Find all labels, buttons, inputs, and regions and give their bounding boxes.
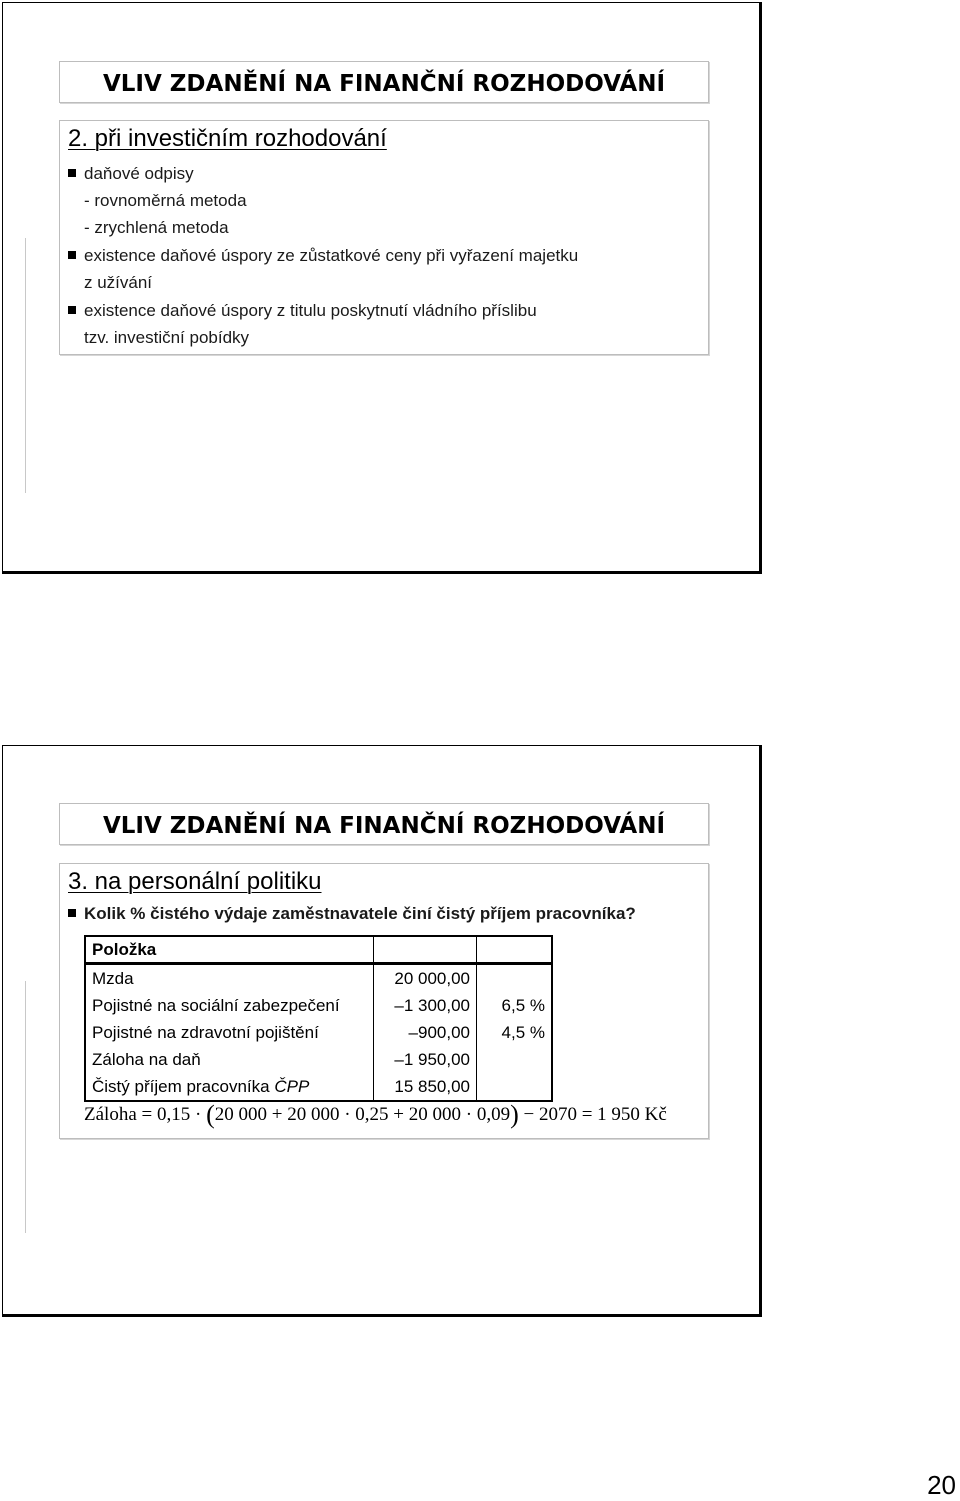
tax-formula: Záloha = 0,15 · (20 000 + 20 000 · 0,25 + 20 000 · 0,09) − 2070 = 1 950 Kč xyxy=(84,1100,667,1129)
slide-margin-line xyxy=(25,238,26,493)
section-heading: 3. na personální politiku xyxy=(68,868,322,895)
sub-item: - zrychlená metoda xyxy=(84,218,229,237)
square-bullet-icon xyxy=(68,169,76,177)
item-amount: 15 850,00 xyxy=(374,1073,477,1101)
slide-content xyxy=(59,863,709,1139)
item-rate: 6,5 % xyxy=(501,995,545,1015)
item-rate xyxy=(477,1073,553,1101)
table-row xyxy=(85,992,552,1019)
slide-1 xyxy=(2,2,762,574)
table-row xyxy=(85,964,552,993)
bullet-item: daňové odpisy xyxy=(68,164,194,184)
abbreviation: ČPP xyxy=(274,1076,310,1096)
square-bullet-icon xyxy=(68,306,76,314)
item-label: Čistý příjem pracovníka ČPP xyxy=(85,1073,374,1101)
payroll-table xyxy=(84,935,553,1102)
item-label: Záloha na daň xyxy=(85,1046,374,1073)
item-amount: –1 950,00 xyxy=(374,1046,477,1073)
table-header-cell xyxy=(477,936,553,964)
page-number: 20 xyxy=(927,1470,956,1500)
table-header-cell xyxy=(374,936,477,964)
question: Kolik % čistého výdaje zaměstnavatele činí čistý příjem pracovníka? xyxy=(68,904,636,924)
slide-title: VLIV ZDANĚNÍ NA FINANČNÍ ROZHODOVÁNÍ xyxy=(59,61,709,103)
item-label: Pojistné na sociální zabezpečení xyxy=(85,992,374,1019)
slide-title: VLIV ZDANĚNÍ NA FINANČNÍ ROZHODOVÁNÍ xyxy=(59,803,709,845)
square-bullet-icon xyxy=(68,251,76,259)
slide-content xyxy=(59,120,709,355)
item-rate xyxy=(477,1046,553,1073)
table-header-row xyxy=(85,936,552,964)
item-rate: 4,5 % xyxy=(501,1022,545,1042)
bullet-continuation: z užívání xyxy=(84,273,153,292)
table-row xyxy=(85,1046,552,1073)
item-label: Pojistné na zdravotní pojištění xyxy=(85,1019,374,1046)
item-amount: 20 000,00 xyxy=(374,964,477,993)
table-row xyxy=(85,1073,552,1101)
slide-margin-line xyxy=(25,981,26,1233)
slide-2 xyxy=(2,745,762,1317)
table-header-cell: Položka xyxy=(85,936,374,964)
item-label: Mzda xyxy=(85,964,374,993)
section-heading: 2. při investičním rozhodování xyxy=(68,125,387,152)
item-amount: –900,00 xyxy=(374,1019,477,1046)
table-row xyxy=(85,1019,552,1046)
bullet-continuation: tzv. investiční pobídky xyxy=(84,328,250,347)
bullet-item: existence daňové úspory ze zůstatkové ceny při vyřazení majetku xyxy=(68,246,578,266)
sub-item: - rovnoměrná metoda xyxy=(84,191,247,210)
item-amount: –1 300,00 xyxy=(374,992,477,1019)
square-bullet-icon xyxy=(68,909,76,917)
bullet-item: existence daňové úspory z titulu poskytnutí vládního příslibu xyxy=(68,301,537,321)
item-rate xyxy=(477,964,553,993)
